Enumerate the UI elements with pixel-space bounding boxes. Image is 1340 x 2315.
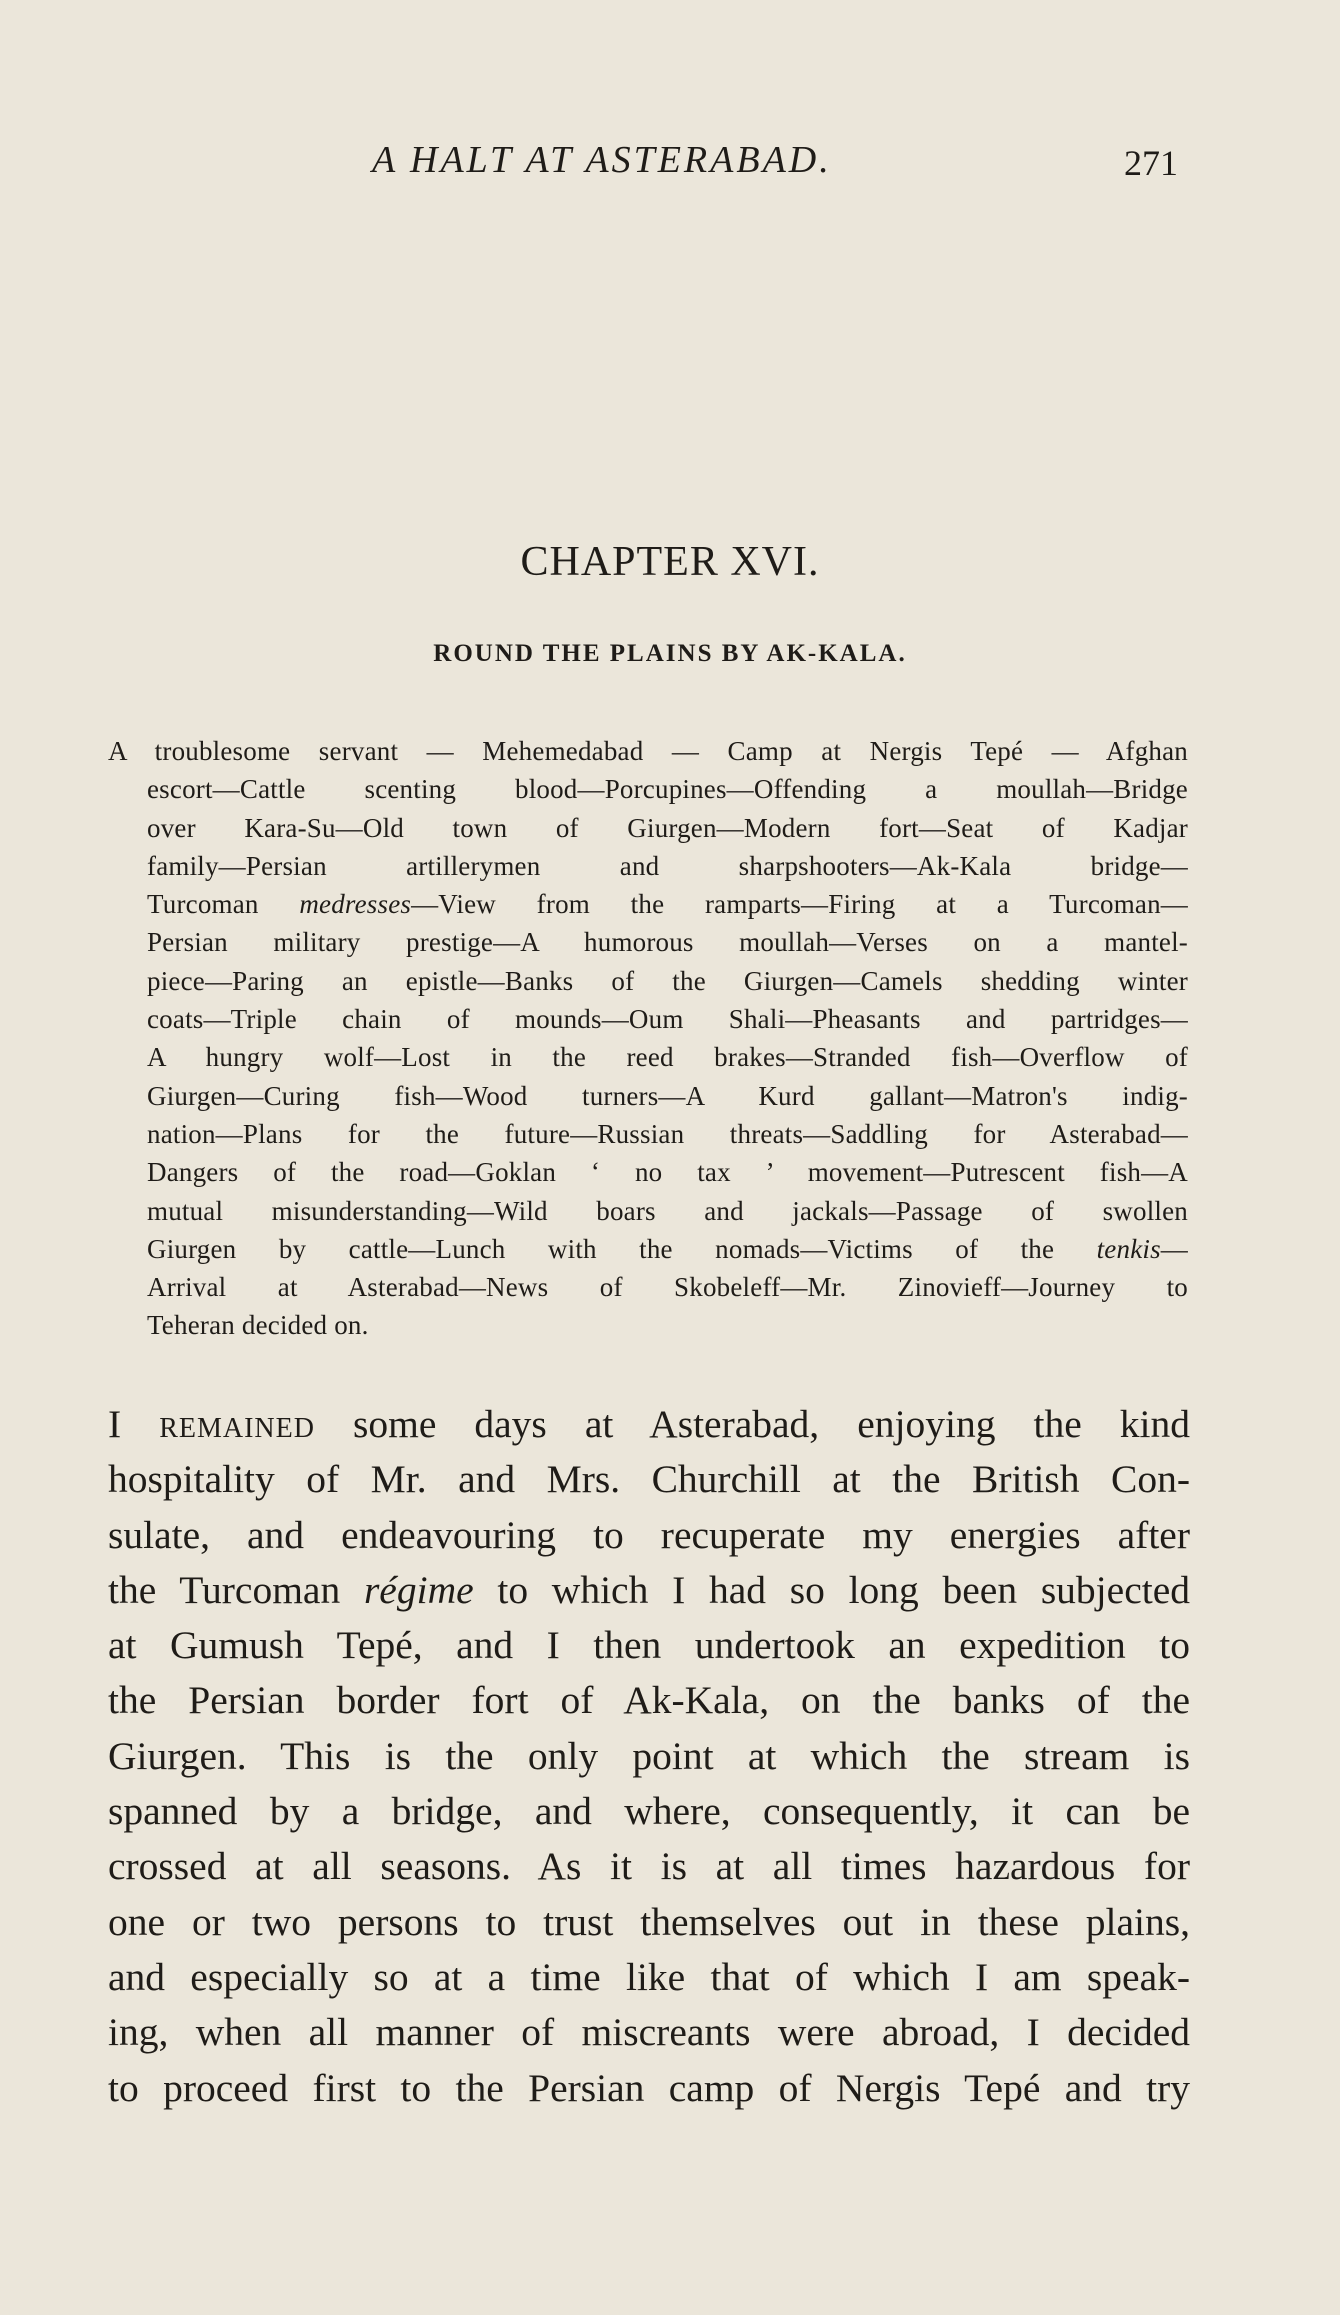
synopsis-line: coats—Triple chain of mounds—Oum Shali—Pheasants and partridges—	[147, 1004, 1188, 1035]
synopsis-line: over Kara-Su—Old town of Giurgen—Modern fort—Seat of Kadjar	[147, 812, 1188, 843]
body-line: spanned by a bridge, and where, consequently, it can be	[108, 1789, 1190, 1834]
small-caps-opening: remained	[159, 1402, 315, 1446]
chapter-subtitle: ROUND THE PLAINS BY AK-KALA.	[433, 640, 907, 667]
synopsis-line: Teheran decided on.	[147, 1310, 369, 1341]
synopsis-line: mutual misunderstanding—Wild boars and jackals—Passage of swollen	[147, 1195, 1188, 1226]
body-line: the Persian border fort of Ak-Kala, on the banks of the	[108, 1678, 1190, 1723]
synopsis-line: piece—Paring an epistle—Banks of the Giurgen—Camels shedding winter	[147, 965, 1188, 996]
body-line: to proceed first to the Persian camp of Nergis Tepé and try	[108, 2065, 1190, 2110]
page-number: 271	[1124, 143, 1178, 183]
chapter-synopsis	[108, 732, 1188, 1345]
synopsis-line: nation—Plans for the future—Russian threats—Saddling for Asterabad—	[147, 1118, 1188, 1149]
chapter-title: CHAPTER XVI.	[520, 539, 820, 585]
italic-term: tenkis	[1096, 1233, 1161, 1264]
body-line: hospitality of Mr. and Mrs. Churchill at the British Con-	[108, 1457, 1190, 1502]
body-line: and especially so at a time like that of which I am speak-	[108, 1954, 1190, 1999]
synopsis-line: Turcoman medresses—View from the ramparts—Firing at a Turcoman—	[147, 889, 1188, 920]
body-line: I remained some days at Asterabad, enjoying the kind	[108, 1402, 1190, 1446]
synopsis-line: family—Persian artillerymen and sharpshooters—Ak-Kala bridge—	[147, 850, 1188, 881]
italic-term: régime	[363, 1567, 474, 1612]
body-line: crossed at all seasons. As it is at all times hazardous for	[108, 1844, 1190, 1889]
italic-term: medresses	[299, 889, 412, 920]
body-line: ing, when all manner of miscreants were abroad, I decided	[108, 2010, 1190, 2055]
synopsis-line: Arrival at Asterabad—News of Skobeleff—Mr. Zinovieff—Journey to	[147, 1272, 1188, 1303]
body-line: one or two persons to trust themselves out in these plains,	[108, 1899, 1190, 1944]
synopsis-line: A hungry wolf—Lost in the reed brakes—Stranded fish—Overflow of	[147, 1042, 1188, 1073]
running-title: A HALT AT ASTERABAD.	[372, 139, 832, 181]
synopsis-line: Persian military prestige—A humorous moullah—Verses on a mantel-	[147, 927, 1188, 958]
synopsis-line: Giurgen by cattle—Lunch with the nomads—Victims of the tenkis—	[147, 1233, 1188, 1264]
running-header	[0, 138, 1340, 188]
body-line: the Turcoman régime to which I had so long been subjected	[108, 1567, 1190, 1612]
body-paragraph	[108, 1397, 1190, 2116]
synopsis-line: Dangers of the road—Goklan ‘ no tax ’ movement—Putrescent fish—A	[147, 1157, 1188, 1188]
body-line: Giurgen. This is the only point at which the stream is	[108, 1733, 1190, 1778]
synopsis-line: Giurgen—Curing fish—Wood turners—A Kurd gallant—Matron's indig-	[147, 1080, 1188, 1111]
synopsis-line: escort—Cattle scenting blood—Porcupines—Offending a moullah—Bridge	[147, 774, 1188, 805]
body-line: sulate, and endeavouring to recuperate my energies after	[108, 1512, 1190, 1557]
body-line: at Gumush Tepé, and I then undertook an expedition to	[108, 1623, 1190, 1668]
synopsis-line: A troublesome servant — Mehemedabad — Camp at Nergis Tepé — Afghan	[108, 736, 1188, 766]
